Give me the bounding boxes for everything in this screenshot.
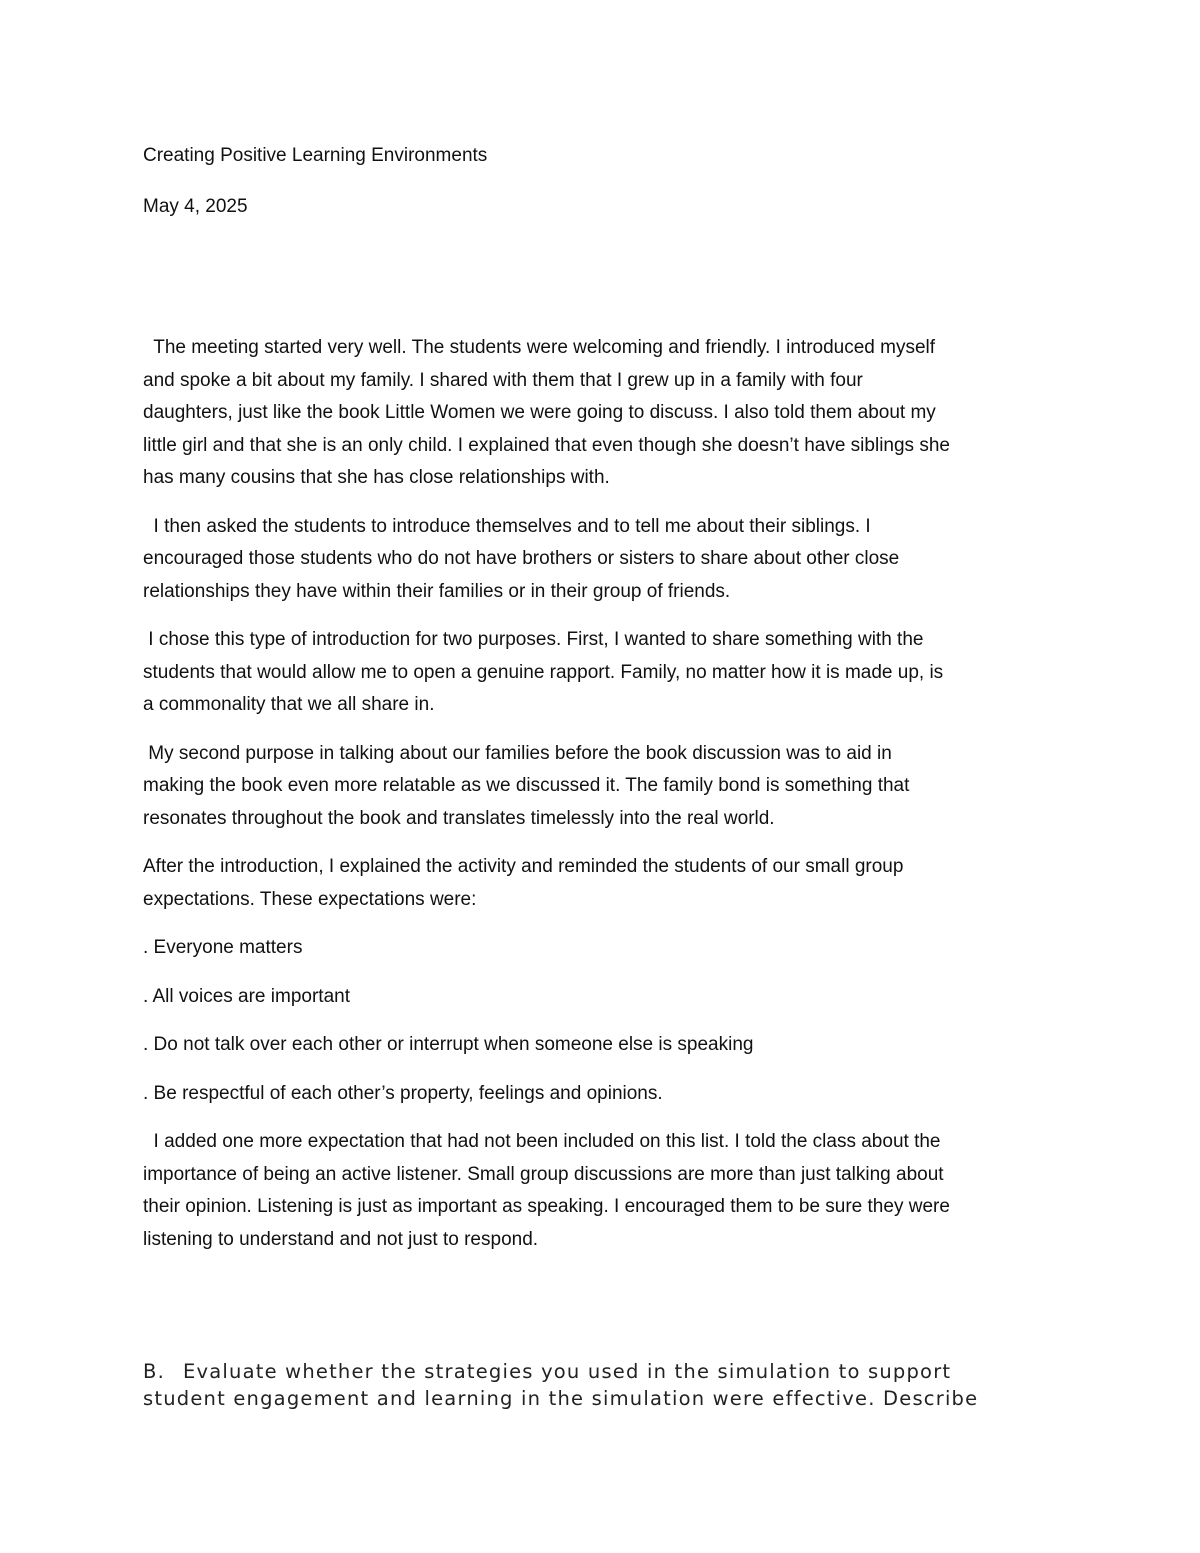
paragraph-3	[143, 624, 1068, 722]
paragraph-line: making the book even more relatable as we discussed it. The family bond is something that	[143, 775, 910, 796]
expectation-item-1	[143, 932, 1068, 965]
expectation-text: . All voices are important	[143, 985, 350, 1007]
prompt-line: student engagement and learning in the simulation were effective. Describe	[143, 1387, 979, 1410]
expectation-item-4	[143, 1078, 1068, 1111]
paragraph-line: My second purpose in talking about our families before the book discussion was to aid in	[143, 742, 892, 764]
prompt-line	[143, 1358, 1083, 1385]
document-date: May 4, 2025	[143, 196, 248, 217]
paragraph-line: expectations. These expectations were:	[143, 888, 477, 910]
paragraph-line: After the introduction, I explained the activity and reminded the students of our small group	[143, 856, 904, 877]
document-title: Creating Positive Learning Environments	[143, 145, 488, 166]
paragraph-line: their opinion. Listening is just as important as speaking. I encouraged them to be sure they were	[143, 1196, 950, 1217]
paragraph-6	[143, 1126, 1068, 1256]
paragraph-line: students that would allow me to open a genuine rapport. Family, no matter how it is made up, is	[143, 661, 944, 683]
expectation-text: . Do not talk over each other or interrupt when someone else is speaking	[143, 1034, 754, 1055]
paragraph-line: I added one more expectation that had not been included on this list. I told the class about the	[143, 1131, 941, 1152]
paragraph-1	[143, 332, 1068, 495]
paragraph-line: and spoke a bit about my family. I shared with them that I grew up in a family with four	[143, 369, 863, 391]
paragraph-5	[143, 851, 1068, 916]
expectation-text: . Be respectful of each other’s property, feelings and opinions.	[143, 1082, 663, 1104]
expectation-item-3	[143, 1029, 1068, 1062]
paragraph-line: listening to understand and not just to respond.	[143, 1228, 539, 1250]
paragraph-line: a commonality that we all share in.	[143, 694, 435, 715]
prompt-label: B.	[143, 1360, 165, 1383]
paragraph-2	[143, 511, 1068, 609]
paragraph-line: relationships they have within their families or in their group of friends.	[143, 580, 731, 602]
expectation-text: . Everyone matters	[143, 937, 303, 958]
paragraph-line: has many cousins that she has close relationships with.	[143, 467, 610, 488]
paragraph-line: resonates throughout the book and translates timelessly into the real world.	[143, 807, 775, 829]
paragraph-line: The meeting started very well. The students were welcoming and friendly. I introduced myself	[143, 337, 936, 358]
paragraph-line: daughters, just like the book Little Women we were going to discuss. I also told them about my	[143, 402, 936, 423]
paragraph-line: little girl and that she is an only child. I explained that even though she doesn’t have siblings she	[143, 434, 950, 456]
paragraph-line: encouraged those students who do not have brothers or sisters to share about other close	[143, 548, 900, 569]
assignment-prompt	[143, 1358, 1083, 1412]
paragraph-line: I chose this type of introduction for two purposes. First, I wanted to share something with the	[143, 629, 924, 650]
expectation-item-2	[143, 981, 1068, 1014]
paragraph-4	[143, 738, 1068, 836]
document-body	[143, 332, 1068, 1272]
paragraph-line: I then asked the students to introduce themselves and to tell me about their siblings. I	[143, 515, 871, 537]
paragraph-line: importance of being an active listener. Small group discussions are more than just talking about	[143, 1163, 944, 1185]
prompt-text: Evaluate whether the strategies you used in the simulation to support	[183, 1360, 952, 1383]
